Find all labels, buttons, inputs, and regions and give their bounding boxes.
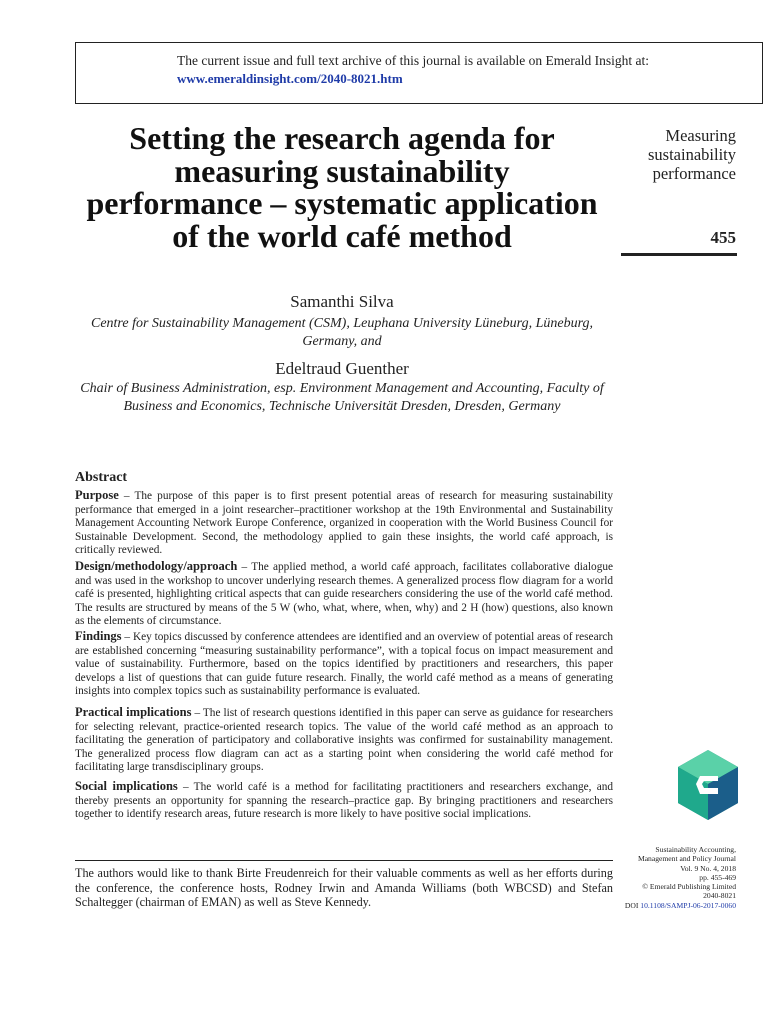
- notice-text: The current issue and full text archive of this journal is available on Emerald Insight at:: [177, 53, 649, 68]
- practical-label: Practical implications: [75, 705, 192, 719]
- page-number: 455: [710, 228, 736, 247]
- paper-title: Setting the research agenda for measuring sustainability performance – systematic application of the world café method: [86, 120, 598, 254]
- author-affiliation: Centre for Sustainability Management (CSM), Leuphana University Lüneburg, Lüneburg, Germany, and: [90, 316, 593, 349]
- findings-label: Findings: [75, 629, 122, 643]
- running-head: Measuring sustainability performance: [648, 126, 736, 183]
- running-head-rule: [621, 253, 737, 256]
- abstract-social: Social implications – The world café is a method for facilitating practitioners and researchers exchange, and thereby presents an opportunity for spanning the research–practice gap. By bringing practitioners and researchers together to identify research areas, future research is more likely to have positive social implications.: [75, 779, 614, 821]
- doi-link[interactable]: 10.1108/SAMPJ-06-2017-0060: [640, 900, 736, 910]
- journal-access-notice: [75, 42, 763, 104]
- abstract-heading: Abstract: [75, 470, 128, 485]
- abstract-findings: Findings – Key topics discussed by conference attendees are identified and an overview of potential areas of research are established concerning “measuring sustainability performance”, with a topical focus on impact measurement and value of sustainability. Furthermore, based on the topics identified by practitioners and researchers, this paper develops a list of questions that can guide future research. Finally, the world café method as a means of generating insights into complex topics such as sustainability performance is evaluated.: [75, 629, 614, 698]
- purpose-label: Purpose: [75, 488, 119, 502]
- author-name: Samanthi Silva: [290, 292, 394, 311]
- author-affiliation: Chair of Business Administration, esp. Environment Management and Accounting, Faculty of Business and Economics, Technische Universität Dresden, Dresden, Germany: [80, 381, 604, 414]
- author-name: Edeltraud Guenther: [275, 359, 409, 378]
- journal-info: Sustainability Accounting, Management and Policy Journal Vol. 9 No. 4, 2018 pp. 455-469 © Emerald Publishing Limited 2040-8021 DOI 10.1108/SAMPJ-06-2017-0060: [586, 845, 736, 910]
- abstract-design: Design/methodology/approach – The applied method, a world café approach, facilitates collaborative dialogue and was used in the workshop to uncover underlying research themes. A generalized process flow diagram for a world café is presented, highlighting critical aspects that can guide researchers considering the use of the world café method. The results are structured by means of the 5 W (who, what, where, when, why) and 2 H (how) questions, also known as the elements of circumstance.: [75, 559, 613, 628]
- emerald-logo-icon: [678, 750, 738, 820]
- doi-line: DOI 10.1108/SAMPJ-06-2017-0060: [624, 900, 736, 910]
- social-label: Social implications: [75, 779, 178, 793]
- acknowledgement: The authors would like to thank Birte Freudenreich for their valuable comments as well as her efforts during the conference, the conference hosts, Rodney Irwin and Amanda Williams (both WBCSD) and Stefan Schaltegger (chairman of EMAN) as well as Steve Kennedy.: [75, 866, 613, 910]
- abstract-practical: Practical implications – The list of research questions identified in this paper can serve as guidance for researchers for selecting relevant, practice-oriented research topics. The value of the world café method as an approach to facilitating the generation of participatory and collaborative insights was confirmed for sustainability management. The generalized process flow diagram can act as a starting point when considering the world café method for facilitating large transdisciplinary groups.: [75, 705, 614, 774]
- footnote-rule: [75, 860, 613, 861]
- journal-url-link[interactable]: www.emeraldinsight.com/2040-8021.htm: [177, 71, 403, 86]
- design-label: Design/methodology/approach: [75, 559, 238, 573]
- abstract-purpose: Purpose – The purpose of this paper is to first present potential areas of research for measuring sustainability performance that emerged in a joint researcher–practitioner workshop at the 19th Environmental and Sustainability Management Accounting Network Europe Conference, organized in cooperation with the World Business Council for Sustainable Development. Second, the methodology applied to gain these insights, the world café approach, is critically reviewed.: [75, 488, 613, 557]
